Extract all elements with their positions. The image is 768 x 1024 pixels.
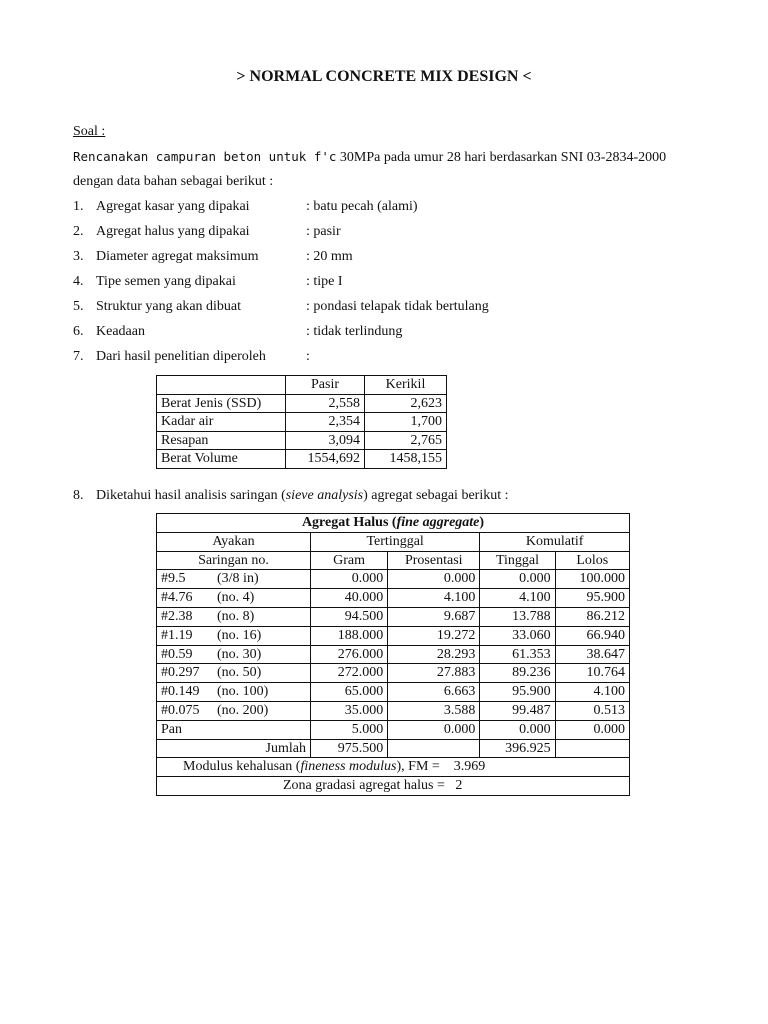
- table-cell: 272.000: [310, 664, 387, 683]
- table-cell-empty: [388, 739, 480, 758]
- table-cell: 188.000: [310, 626, 387, 645]
- fineness-modulus-cell: [157, 758, 630, 777]
- table-cell: 94.500: [310, 607, 387, 626]
- table-header-cell: Ayakan: [157, 532, 311, 551]
- table-cell: 3,094: [286, 431, 365, 450]
- table-title-bold: Agregat Halus (: [301, 515, 397, 530]
- table-cell: 65.000: [310, 683, 387, 702]
- table-cell: 1554,692: [286, 450, 365, 469]
- table-cell: 0.000: [388, 720, 480, 739]
- item8-text-after: ) agregat sebagai berikut :: [363, 488, 509, 503]
- table-cell: 9.687: [388, 607, 480, 626]
- table-cell: 0.000: [480, 720, 555, 739]
- sieve-size: #4.76: [161, 590, 193, 606]
- list-item: [73, 349, 310, 365]
- table-header-cell: Saringan no.: [157, 551, 311, 570]
- item-label: Diameter agregat maksimum: [96, 249, 259, 264]
- page-title: > NORMAL CONCRETE MIX DESIGN <: [236, 68, 532, 85]
- intro-rest-text: 30MPa pada umur 28 hari berdasarkan SNI 03-2834-2000: [336, 150, 667, 165]
- total-tinggal: 396.925: [480, 739, 555, 758]
- table-cell: 1458,155: [365, 450, 447, 469]
- zona-value: 2: [455, 778, 463, 794]
- table-header-cell: Gram: [310, 551, 387, 570]
- item-number: 2.: [73, 224, 84, 239]
- sieve-size-cell: [157, 570, 311, 589]
- table-cell: 0.513: [555, 701, 629, 720]
- sieve-size-cell: [157, 664, 311, 683]
- table-header-cell: Prosentasi: [388, 551, 480, 570]
- soal-label: Soal :: [73, 124, 106, 139]
- table-row: [157, 394, 447, 413]
- item-label: Tipe semen yang dipakai: [96, 274, 236, 289]
- table-row: [157, 450, 447, 469]
- sieve-size: #2.38: [161, 608, 193, 624]
- table-row: [157, 626, 630, 645]
- zona-gradasi-cell: [157, 777, 630, 796]
- fineness-modulus-row: [157, 758, 630, 777]
- table-cell: 0.000: [388, 570, 480, 589]
- sieve-number: (no. 8): [217, 608, 255, 624]
- item-label: Dari hasil penelitian diperoleh: [96, 349, 266, 364]
- table-cell: 95.900: [555, 589, 629, 608]
- table-cell: 0.000: [555, 720, 629, 739]
- sieve-size-cell: [157, 683, 311, 702]
- intro-mono-text: Rencanakan campuran beton untuk f'c: [73, 149, 337, 164]
- table-cell: 66.940: [555, 626, 629, 645]
- table-cell: 33.060: [480, 626, 555, 645]
- item-label: Struktur yang akan dibuat: [96, 299, 242, 314]
- item-number: 7.: [73, 349, 84, 364]
- table-row: [157, 645, 630, 664]
- table-cell: 100.000: [555, 570, 629, 589]
- sieve-size-cell: [157, 720, 311, 739]
- sieve-size-cell: [157, 607, 311, 626]
- table-cell: 4.100: [480, 589, 555, 608]
- table-cell: 19.272: [388, 626, 480, 645]
- table-cell: 4.100: [388, 589, 480, 608]
- list-item: [73, 488, 509, 504]
- table-header-row: [157, 376, 447, 395]
- table-cell: 1,700: [365, 413, 447, 432]
- table-cell: 27.883: [388, 664, 480, 683]
- properties-table: [156, 375, 447, 469]
- table-cell: 2,558: [286, 394, 365, 413]
- sieve-size-cell: [157, 645, 311, 664]
- table-cell: 99.487: [480, 701, 555, 720]
- list-item: [73, 249, 353, 265]
- table-cell: Resapan: [157, 431, 286, 450]
- table-cell: 89.236: [480, 664, 555, 683]
- table-cell: 95.900: [480, 683, 555, 702]
- table-title-italic: fine aggregate: [396, 515, 480, 530]
- item-value: : pasir: [306, 224, 341, 239]
- fm-label-italic: fineness modulus: [300, 759, 397, 775]
- sieve-size-cell: [157, 701, 311, 720]
- table-cell: 35.000: [310, 701, 387, 720]
- list-item: [73, 199, 418, 215]
- sieve-size: Pan: [161, 721, 182, 737]
- table-title: [157, 514, 630, 533]
- sieve-size: #0.297: [161, 665, 200, 681]
- sieve-size: #0.59: [161, 646, 193, 662]
- sieve-number: (no. 4): [217, 590, 255, 606]
- table-row: [157, 720, 630, 739]
- item-value: : tipe I: [306, 274, 343, 289]
- table-header-cell: Pasir: [286, 376, 365, 395]
- table-cell: 6.663: [388, 683, 480, 702]
- table-cell: 3.588: [388, 701, 480, 720]
- table-row: [157, 683, 630, 702]
- table-title-row: [157, 514, 630, 533]
- table-header-cell: Lolos: [555, 551, 629, 570]
- item-number: 6.: [73, 324, 84, 339]
- table-row: [157, 664, 630, 683]
- fm-label-after: ), FM =: [396, 759, 440, 775]
- item-number: 1.: [73, 199, 84, 214]
- table-header-cell: Kerikil: [365, 376, 447, 395]
- item8-text-italic: sieve analysis: [285, 488, 364, 503]
- sieve-size-cell: [157, 589, 311, 608]
- table-cell: 0.000: [480, 570, 555, 589]
- table-row: [157, 607, 630, 626]
- table-cell: Kadar air: [157, 413, 286, 432]
- table-row: [157, 701, 630, 720]
- item-value: : 20 mm: [306, 249, 353, 264]
- table-cell: 40.000: [310, 589, 387, 608]
- item-label: Agregat kasar yang dipakai: [96, 199, 250, 214]
- sieve-number: (no. 50): [217, 665, 262, 681]
- item-label: Keadaan: [96, 324, 145, 339]
- fm-value: 3.969: [453, 759, 486, 775]
- total-gram: 975.500: [310, 739, 387, 758]
- sieve-size-cell: [157, 626, 311, 645]
- list-item: [73, 224, 341, 240]
- sieve-size: #9.5: [161, 571, 186, 587]
- sieve-number: (no. 30): [217, 646, 262, 662]
- item-label: Agregat halus yang dipakai: [96, 224, 250, 239]
- item-number: 3.: [73, 249, 84, 264]
- sieve-number: (no. 16): [217, 627, 262, 643]
- table-cell: 28.293: [388, 645, 480, 664]
- item8-text-before: Diketahui hasil analisis saringan (: [96, 488, 286, 503]
- table-cell: 0.000: [310, 570, 387, 589]
- item-value: : batu pecah (alami): [306, 199, 418, 214]
- sieve-number: (3/8 in): [217, 571, 259, 587]
- table-cell: 13.788: [480, 607, 555, 626]
- table-row: [157, 570, 630, 589]
- sieve-number: (no. 100): [217, 684, 269, 700]
- table-cell: 2,354: [286, 413, 365, 432]
- sieve-size: #0.075: [161, 702, 200, 718]
- table-row: [157, 413, 447, 432]
- table-cell: Berat Jenis (SSD): [157, 394, 286, 413]
- table-header-cell: Tinggal: [480, 551, 555, 570]
- list-item: [73, 324, 402, 340]
- table-cell: 86.212: [555, 607, 629, 626]
- total-label: Jumlah: [157, 739, 311, 758]
- table-header-cell: Komulatif: [480, 532, 630, 551]
- sieve-number: (no. 200): [217, 702, 269, 718]
- sieve-analysis-table: [156, 513, 630, 796]
- item-number: 4.: [73, 274, 84, 289]
- zona-gradasi-row: [157, 777, 630, 796]
- table-total-row: [157, 739, 630, 758]
- item-value: : tidak terlindung: [306, 324, 403, 339]
- item-value: : pondasi telapak tidak bertulang: [306, 299, 489, 314]
- table-title-end: ): [479, 515, 485, 530]
- table-cell: 5.000: [310, 720, 387, 739]
- item-number: 5.: [73, 299, 84, 314]
- table-cell: 61.353: [480, 645, 555, 664]
- table-cell: 38.647: [555, 645, 629, 664]
- table-row: [157, 589, 630, 608]
- table-row: [157, 431, 447, 450]
- table-header-cell: Tertinggal: [310, 532, 479, 551]
- fm-label-before: Modulus kehalusan (: [183, 759, 301, 775]
- intro-line-2: dengan data bahan sebagai berikut :: [73, 174, 274, 189]
- table-header-cell: [157, 376, 286, 395]
- sieve-size: #1.19: [161, 627, 193, 643]
- list-item: [73, 274, 343, 290]
- list-item: [73, 299, 489, 315]
- intro-line-1: [73, 149, 666, 166]
- table-cell: 2,623: [365, 394, 447, 413]
- table-sub-header-row: [157, 551, 630, 570]
- sieve-size: #0.149: [161, 684, 200, 700]
- table-cell: Berat Volume: [157, 450, 286, 469]
- item-number: 8.: [73, 488, 84, 503]
- table-group-header-row: [157, 532, 630, 551]
- table-cell: 10.764: [555, 664, 629, 683]
- table-cell: 4.100: [555, 683, 629, 702]
- zona-label: Zona gradasi agregat halus =: [283, 778, 445, 794]
- table-cell: 276.000: [310, 645, 387, 664]
- item-value: :: [306, 349, 310, 364]
- table-cell: 2,765: [365, 431, 447, 450]
- table-cell-empty: [555, 739, 629, 758]
